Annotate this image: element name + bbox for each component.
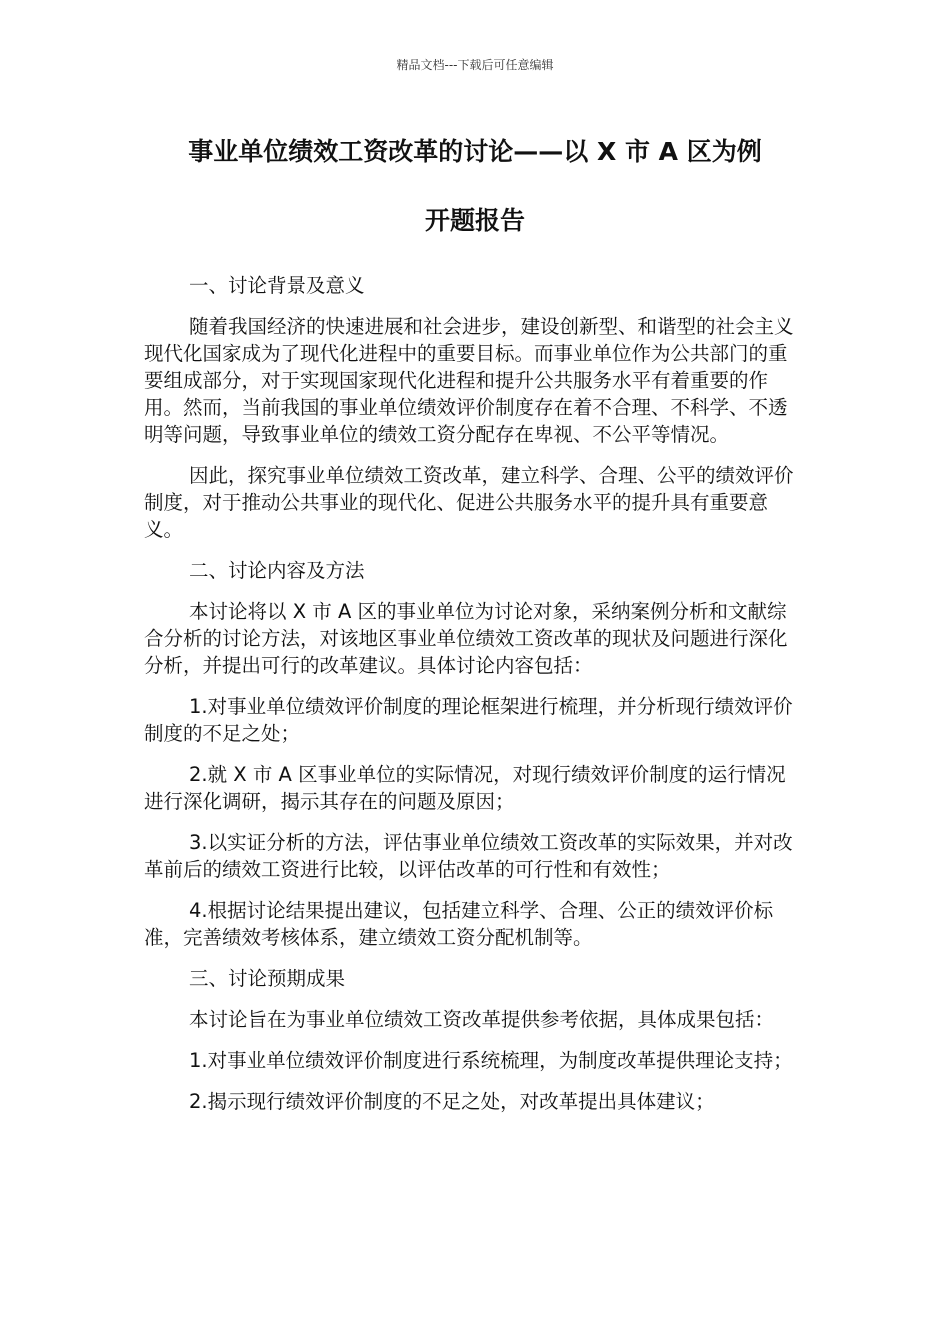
document-body	[144, 272, 804, 1129]
list-item: 4.根据讨论结果提出建议，包括建立科学、合理、公正的绩效评价标准，完善绩效考核体系，建立绩效工资分配机制等。	[144, 899, 774, 949]
list-item: 1.对事业单位绩效评价制度进行系统梳理，为制度改革提供理论支持；	[189, 1049, 793, 1072]
paragraph: 本讨论将以 X 市 A 区的事业单位为讨论对象，采纳案例分析和文献综合分析的讨论方法，对该地区事业单位绩效工资改革的现状及问题进行深化分析，并提出可行的改革建议。具体讨论内容包括：	[144, 600, 788, 677]
list-item: 3.以实证分析的方法，评估事业单位绩效工资改革的实际效果，并对改革前后的绩效工资进行比较，以评估改革的可行性和有效性；	[144, 831, 793, 881]
section-heading-content-method: 二、讨论内容及方法	[189, 559, 365, 582]
list-item: 2.就 X 市 A 区事业单位的实际情况，对现行绩效评价制度的运行情况进行深化调研，揭示其存在的问题及原因；	[144, 763, 786, 813]
document-title	[120, 134, 830, 239]
list-item: 2.揭示现行绩效评价制度的不足之处，对改革提出具体建议；	[189, 1090, 715, 1113]
title-line-1: 事业单位绩效工资改革的讨论——以 X 市 A 区为例	[188, 137, 762, 166]
page-header: 精品文档---下载后可任意编辑	[396, 58, 554, 72]
title-line-2: 开题报告	[424, 206, 525, 235]
section-heading-expected-results: 三、讨论预期成果	[189, 967, 346, 990]
paragraph: 因此，探究事业单位绩效工资改革，建立科学、合理、公平的绩效评价制度，对于推动公共事业的现代化、促进公共服务水平的提升具有重要意义。	[144, 464, 794, 541]
paragraph: 本讨论旨在为事业单位绩效工资改革提供参考依据，具体成果包括：	[189, 1008, 775, 1031]
section-heading-background: 一、讨论背景及意义	[189, 274, 365, 297]
list-item: 1.对事业单位绩效评价制度的理论框架进行梳理，并分析现行绩效评价制度的不足之处；	[144, 695, 793, 745]
paragraph: 随着我国经济的快速进展和社会进步，建设创新型、和谐型的社会主义现代化国家成为了现代化进程中的重要目标。而事业单位作为公共部门的重要组成部分，对于实现国家现代化进程和提升公共服务水平有着重要的作用。然而，当前我国的事业单位绩效评价制度存在着不合理、不科学、不透明等问题，导致事业单位的绩效工资分配存在卑视、不公平等情况。	[144, 315, 794, 446]
